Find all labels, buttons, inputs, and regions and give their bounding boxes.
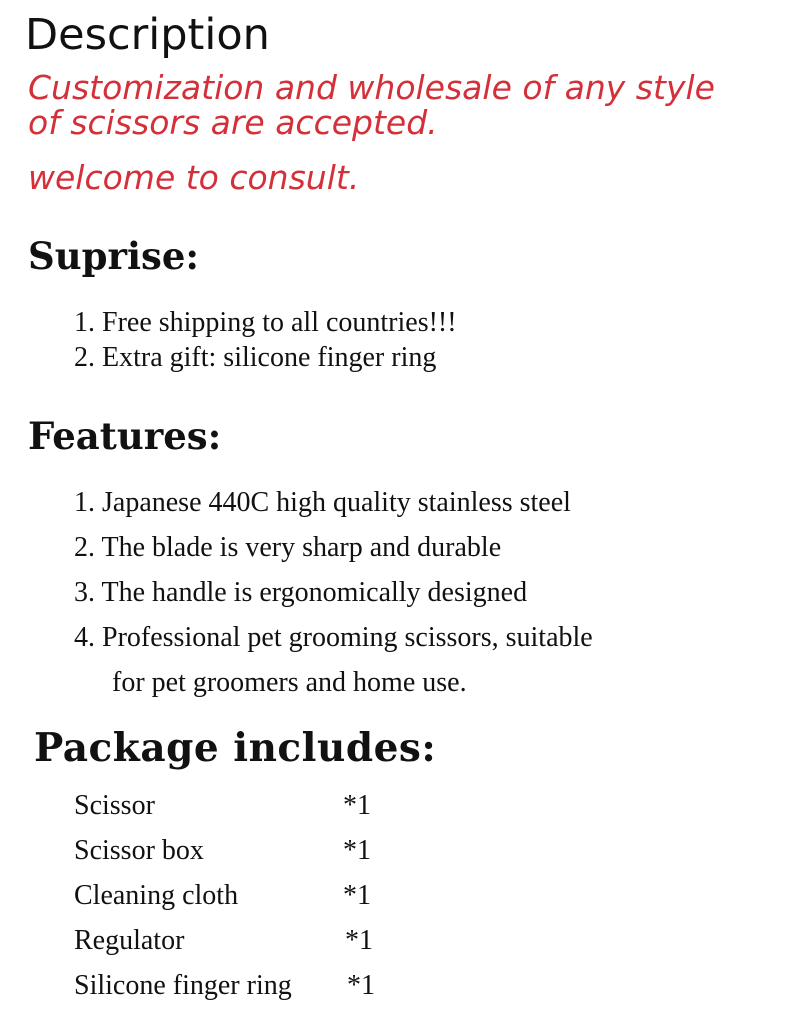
suprise-item-2: 2. Extra gift: silicone finger ring [74, 342, 437, 373]
page-title: Description [25, 10, 270, 60]
feature-item-4: 4. Professional pet grooming scissors, suitable [74, 622, 593, 653]
package-item-name: Regulator [74, 925, 185, 956]
package-item-name: Scissor [74, 790, 155, 821]
notice-line-2: of scissors are accepted. [28, 103, 438, 142]
package-item-name: Cleaning cloth [74, 880, 239, 911]
suprise-item-1: 1. Free shipping to all countries!!! [74, 307, 457, 338]
package-item-name: Scissor box [74, 835, 204, 866]
notice-line-3: welcome to consult. [28, 158, 360, 197]
feature-item-2: 2. The blade is very sharp and durable [74, 532, 502, 563]
features-heading: Features: [28, 414, 222, 458]
package-item-qty: *1 [345, 925, 373, 956]
package-item-qty: *1 [343, 790, 371, 821]
feature-item-4-continued: for pet groomers and home use. [112, 667, 467, 698]
feature-item-3: 3. The handle is ergonomically designed [74, 577, 528, 608]
suprise-heading: Suprise: [28, 234, 200, 278]
package-item-qty: *1 [343, 880, 371, 911]
package-heading: Package includes: [34, 725, 437, 771]
feature-item-1: 1. Japanese 440C high quality stainless steel [74, 487, 571, 518]
package-item-qty: *1 [347, 970, 375, 1001]
package-item-name: Silicone finger ring [74, 970, 292, 1001]
notice-line-1: Customization and wholesale of any style [28, 68, 715, 107]
package-item-qty: *1 [343, 835, 371, 866]
